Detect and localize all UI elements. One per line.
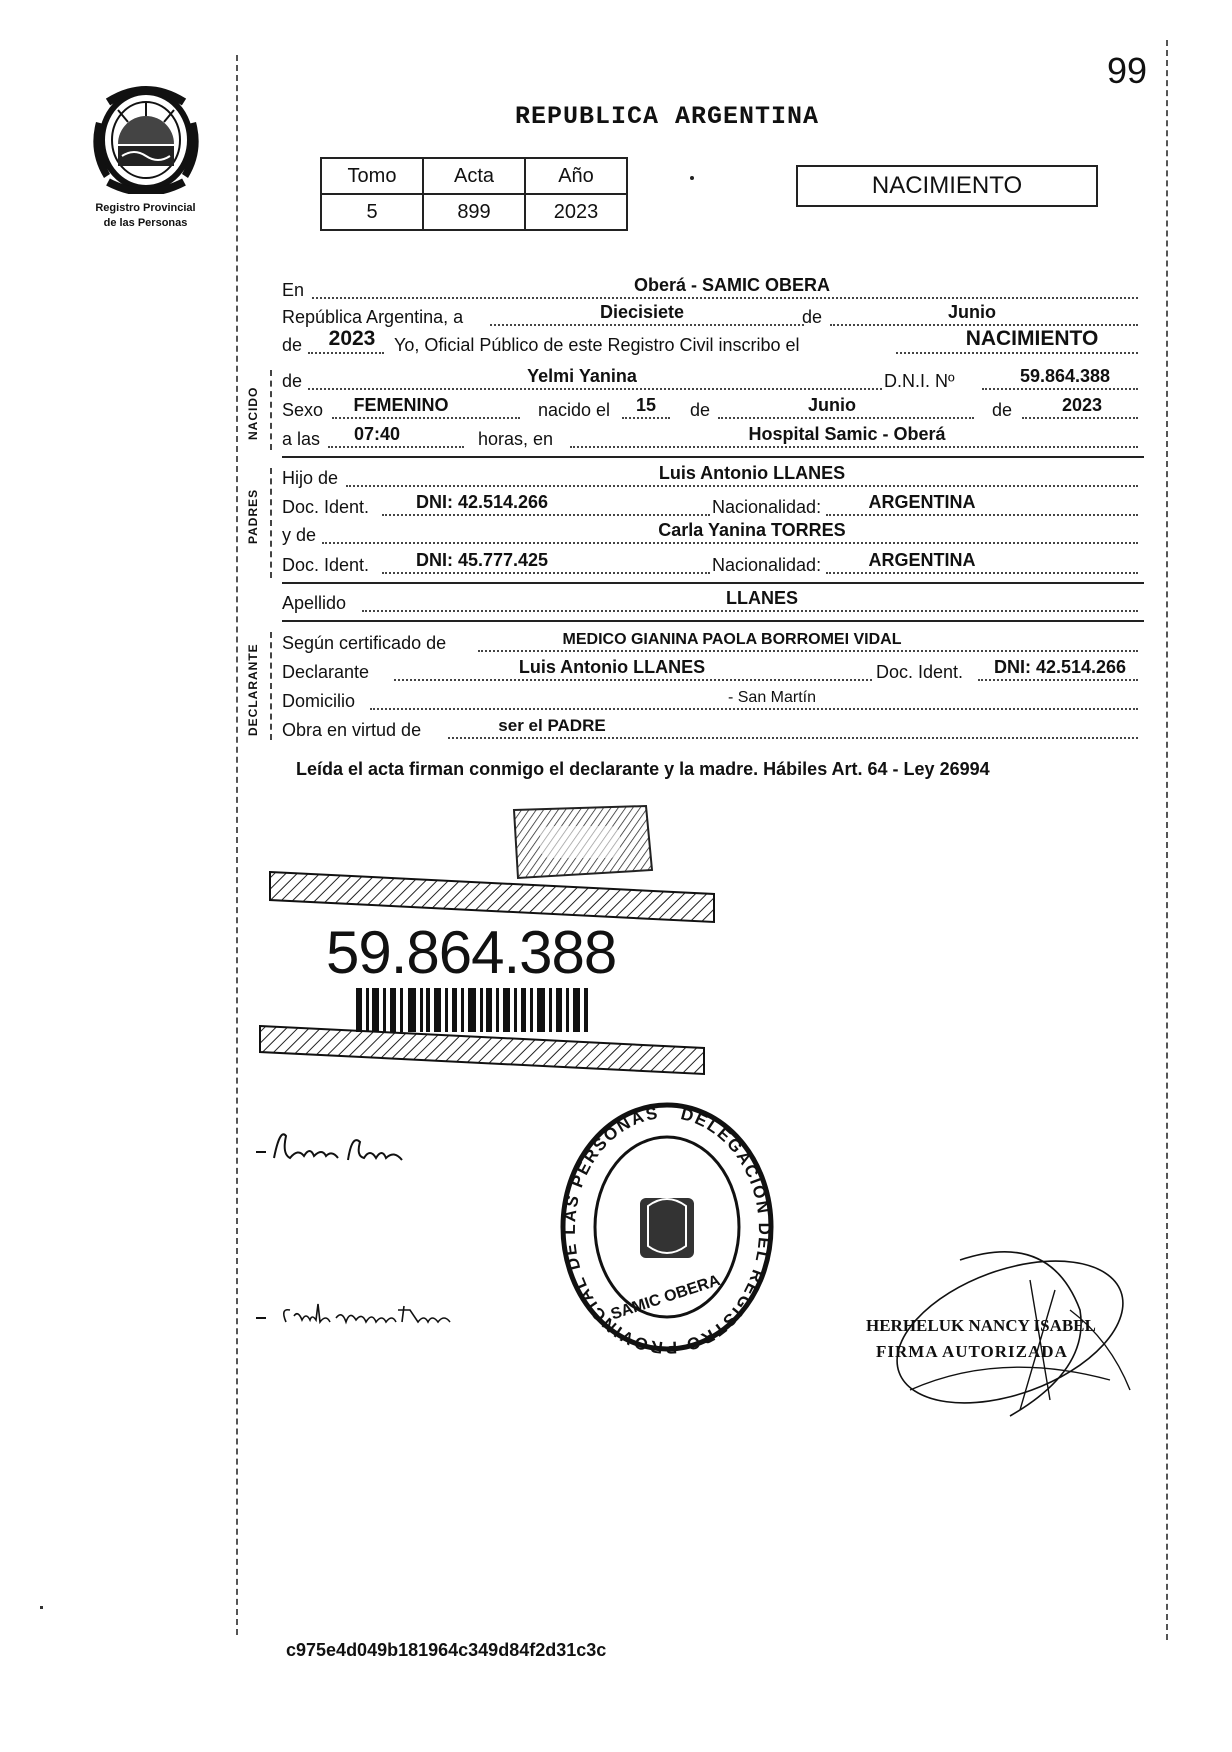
value-mother-doc: DNI: 45.777.425 (415, 550, 549, 570)
label-de-name: de (282, 371, 303, 391)
record-type-box: NACIMIENTO (796, 165, 1098, 207)
official-seal (552, 1096, 782, 1363)
value-mother: Carla Yanina TORRES (658, 520, 846, 540)
value-capacity: ser el PADRE (498, 716, 606, 735)
separator-1 (282, 456, 1144, 458)
header-anio: Año (525, 158, 627, 194)
label-hijo-de: Hijo de (282, 468, 339, 488)
label-nacionalidad-mother: Nacionalidad: (712, 555, 822, 575)
value-birth-year: 2023 (1061, 395, 1103, 415)
value-birth-place: Hospital Samic - Oberá (748, 424, 946, 444)
mother-signature (252, 1296, 472, 1341)
value-name: Yelmi Yanina (527, 366, 637, 386)
authority-title: FIRMA AUTORIZADA (876, 1342, 1068, 1361)
document-hash: c975e4d049b181964c349d84f2d31c3c (286, 1640, 607, 1660)
padres-bar (270, 468, 272, 578)
page-number: 99 (1107, 50, 1148, 91)
label-oficial: Yo, Oficial Público de este Registro Civil inscribo el (394, 335, 800, 355)
row-date (282, 302, 1144, 329)
registry-value-row (321, 194, 627, 230)
value-year: 2023 (328, 327, 376, 350)
label-obra: Obra en virtud de (282, 720, 422, 740)
svg-text:DELEGACIÓN DEL REGISTRO PROVIN: DELEGACIÓN DEL REGISTRO PROVINCIAL DE LAS PERSONAS (559, 1103, 774, 1358)
header-tomo: Tomo (321, 158, 423, 194)
value-declarant-doc: DNI: 42.514.266 (993, 657, 1127, 677)
side-label-padres: PADRES (246, 488, 260, 544)
label-nacionalidad-father: Nacionalidad: (712, 497, 822, 517)
separator-3 (282, 620, 1144, 622)
value-address: - San Martín (727, 689, 817, 706)
value-anio: 2023 (525, 194, 627, 230)
caption-line-1: Registro Provincial (95, 202, 196, 214)
label-de-birth-year: de (992, 400, 1013, 420)
value-month: Junio (948, 302, 996, 322)
value-acta: 899 (423, 194, 525, 230)
value-birth-day: 15 (635, 395, 657, 415)
province-logo (88, 82, 204, 194)
side-label-declarante: DECLARANTE (246, 643, 260, 736)
label-de-month: de (690, 400, 711, 420)
row-place (282, 275, 1144, 302)
label-en: En (282, 280, 305, 300)
label-republica: República Argentina, a (282, 307, 464, 327)
label-doc-ident-declarant: Doc. Ident. (876, 662, 964, 682)
value-certificate: MEDICO GIANINA PAOLA BORROMEI VIDAL (562, 631, 902, 648)
authority-name: HERHELUK NANCY ISABEL (866, 1316, 1096, 1335)
document-title: REPUBLICA ARGENTINA (515, 102, 820, 131)
label-y-de: y de (282, 525, 317, 545)
declarant-signature (252, 1124, 432, 1179)
value-sex: FEMENINO (353, 395, 449, 415)
bullet-dot (690, 176, 694, 180)
header-acta: Acta (423, 158, 525, 194)
declarante-bar (270, 632, 272, 740)
value-tomo: 5 (321, 194, 423, 230)
left-margin-line (236, 55, 238, 1635)
row-father (282, 463, 1144, 490)
value-birth-month: Junio (808, 395, 856, 415)
right-margin-line (1166, 40, 1168, 1640)
label-domicilio: Domicilio (282, 691, 356, 711)
value-father: Luis Antonio LLANES (658, 463, 846, 483)
registry-table (320, 157, 628, 231)
row-time (282, 424, 1144, 451)
svg-text:SAMIC OBERA: SAMIC OBERA (608, 1272, 723, 1324)
label-de: de (802, 307, 823, 327)
label-a-las: a las (282, 429, 321, 449)
separator-2 (282, 582, 1144, 584)
label-doc-ident-father: Doc. Ident. (282, 497, 370, 517)
label-sexo: Sexo (282, 400, 324, 420)
label-apellido: Apellido (282, 593, 347, 613)
row-mother-doc (282, 550, 1144, 577)
label-declarante: Declarante (282, 662, 370, 682)
row-father-doc (282, 492, 1144, 519)
row-certificate (282, 631, 1144, 655)
logo-caption (68, 201, 223, 231)
row-mother (282, 520, 1144, 547)
barcode-number: 59.864.388 (326, 919, 617, 986)
value-day: Diecisiete (599, 302, 685, 322)
closing-note: Leída el acta firman conmigo el declarante y la madre. Hábiles Art. 64 - Ley 26994 (296, 759, 990, 779)
value-act: NACIMIENTO (965, 327, 1099, 350)
barcode-band-bottom (258, 1022, 706, 1083)
row-sex (282, 395, 1144, 422)
side-label-nacido: NACIDO (246, 386, 260, 440)
value-surname: LLANES (726, 588, 798, 608)
value-time: 07:40 (353, 424, 401, 444)
row-surname (282, 588, 1144, 615)
label-horas-en: horas, en (478, 429, 554, 449)
row-address (282, 689, 1144, 713)
margin-dot (40, 1606, 43, 1609)
registry-header-row (321, 158, 627, 194)
label-nacido-el: nacido el (538, 400, 611, 420)
value-father-doc: DNI: 42.514.266 (415, 492, 549, 512)
value-declarant: Luis Antonio LLANES (518, 657, 706, 677)
value-place: Oberá - SAMIC OBERA (633, 275, 831, 295)
label-de-year: de (282, 335, 303, 355)
label-doc-ident-mother: Doc. Ident. (282, 555, 370, 575)
row-capacity (282, 718, 1144, 742)
row-declarant (282, 657, 1144, 684)
row-act (282, 327, 1144, 357)
caption-line-2: de las Personas (103, 217, 188, 229)
row-name (282, 366, 1144, 393)
value-dni: 59.864.388 (1019, 366, 1111, 386)
value-mother-nationality: ARGENTINA (868, 550, 976, 570)
label-dni: D.N.I. Nº (884, 371, 955, 391)
value-father-nationality: ARGENTINA (868, 492, 976, 512)
label-segun: Según certificado de (282, 633, 447, 653)
nacido-bar (270, 370, 272, 450)
